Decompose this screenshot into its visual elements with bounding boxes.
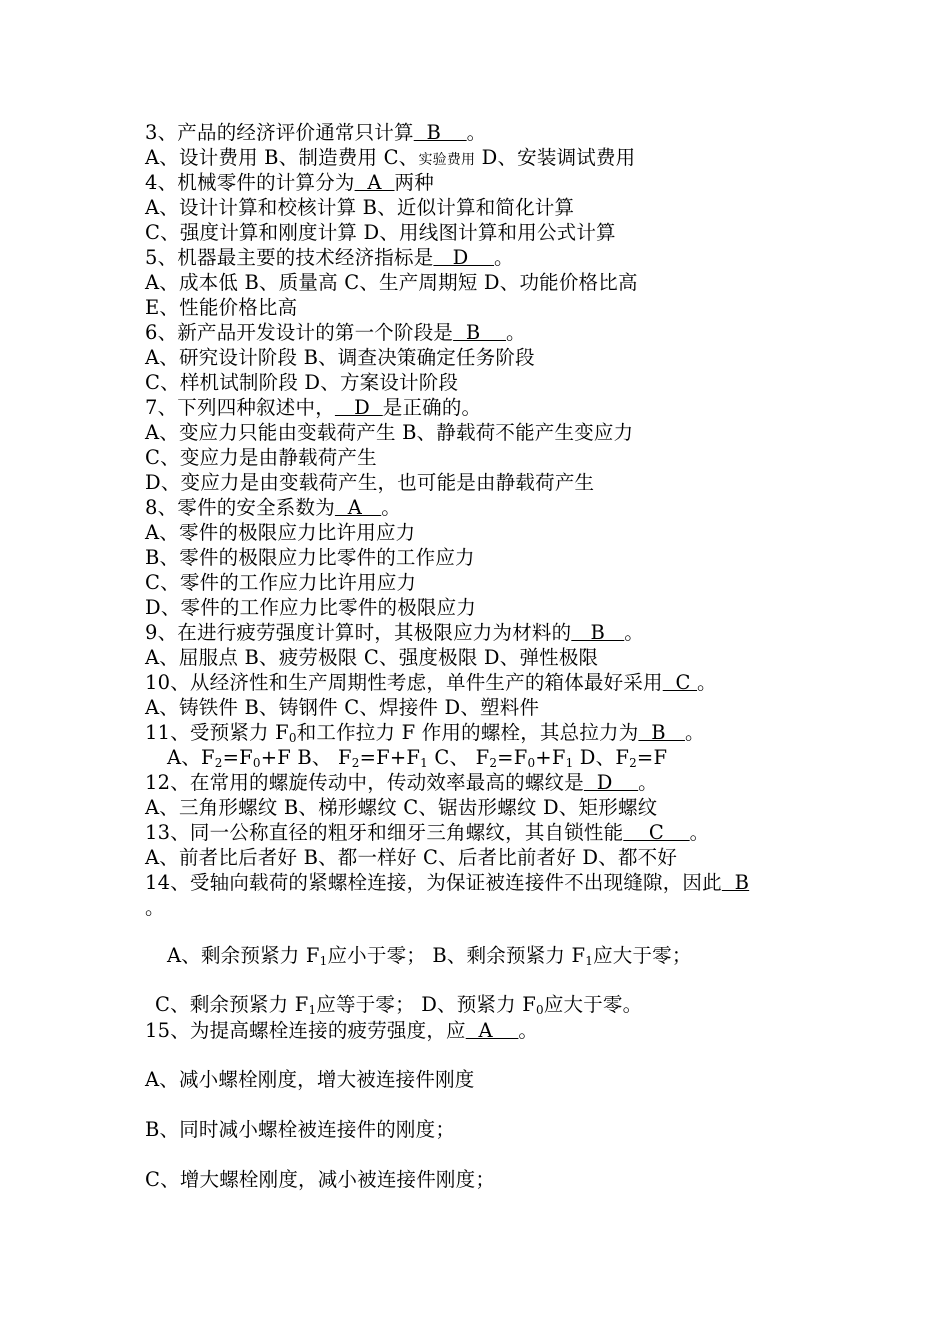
text-segment: 3、产品的经济评价通常只计算 (145, 121, 414, 144)
text-line-q7b (145, 445, 377, 470)
subscript: 2 (629, 756, 637, 770)
text-line-q10 (145, 670, 717, 695)
text-segment: C、零件的工作应力比许用应力 (145, 571, 417, 594)
text-line-q5a (145, 270, 638, 295)
text-line-q14e (145, 895, 165, 920)
text-segment: A、变应力只能由变载荷产生 B、静载荷不能产生变应力 (145, 421, 634, 444)
text-segment: 15、为提高螺栓连接的疲劳强度，应 (145, 1019, 466, 1042)
text-segment: 13、同一公称直径的粗牙和细牙三角螺纹，其自锁性能 (145, 821, 624, 844)
text-segment: A、屈服点 B、疲劳极限 C、强度极限 D、弹性极限 (145, 646, 599, 669)
text-segment: 。 (697, 671, 717, 694)
text-line-q4a (145, 195, 574, 220)
text-line-q11 (145, 720, 705, 745)
text-segment: 12、在常用的螺旋传动中，传动效率最高的螺纹是 (145, 771, 584, 794)
text-segment: 4、机械零件的计算分为 (145, 171, 355, 194)
text-line-q9 (145, 620, 644, 645)
text-line-q13a (145, 845, 677, 870)
text-segment: E、性能价格比高 (145, 296, 298, 319)
text-segment: C、强度计算和刚度计算 D、用线图计算和用公式计算 (145, 221, 616, 244)
text-segment: 。 (506, 321, 526, 344)
text-segment: A、设计计算和校核计算 B、近似计算和简化计算 (145, 196, 575, 219)
subscript: 0 (252, 756, 261, 770)
answer-blank: C (623, 821, 690, 844)
answer-blank: B (413, 121, 467, 144)
text-segment: C、样机试制阶段 D、方案设计阶段 (145, 371, 459, 394)
answer-blank: B (571, 621, 625, 644)
text-segment: 11、受预紧力 F (145, 721, 289, 744)
text-line-q15c (145, 1167, 495, 1192)
text-segment: 应大于零。 (543, 993, 643, 1016)
text-line-q7a (145, 420, 633, 445)
text-segment: A、铸铁件 B、铸钢件 C、焊接件 D、塑料件 (145, 696, 540, 719)
subscript: 2 (489, 756, 498, 770)
text-segment: D、F (573, 746, 630, 769)
text-segment: +F (535, 746, 566, 769)
text-segment: 10、从经济性和生产周期性考虑，单件生产的箱体最好采用 (145, 671, 663, 694)
text-segment: 9、在进行疲劳强度计算时，其极限应力为材料的 (145, 621, 572, 644)
text-line-q7c (145, 470, 594, 495)
text-line-q8 (145, 495, 401, 520)
text-segment: C、变应力是由静载荷产生 (145, 446, 377, 469)
subscript: 0 (527, 756, 536, 770)
small-text: 实验费用 (418, 152, 476, 168)
answer-blank: D (433, 246, 495, 269)
text-line-q6b (145, 370, 458, 395)
text-segment: 。 (494, 246, 514, 269)
answer-blank: D (583, 771, 639, 794)
text-line-q8a (145, 520, 415, 545)
subscript: 0 (535, 1003, 544, 1017)
text-segment: 是正确的。 (382, 396, 482, 419)
text-segment: =F (222, 746, 253, 769)
text-segment: 应大于零； (593, 944, 692, 967)
text-segment: 。 (466, 121, 487, 144)
text-line-q13 (145, 820, 709, 845)
answer-blank: B (638, 721, 685, 744)
text-segment: A、剩余预紧力 F (167, 944, 320, 967)
text-segment: 。 (689, 821, 710, 844)
text-line-q8b (145, 545, 475, 570)
text-segment: A、设计费用 B、制造费用 C、 (145, 146, 419, 169)
text-line-q5 (145, 245, 514, 270)
text-line-q8d (145, 595, 476, 620)
text-segment: A、零件的极限应力比许用应力 (145, 521, 416, 544)
text-line-q15 (145, 1018, 538, 1043)
subscript: 1 (308, 1003, 317, 1017)
text-segment: 应小于零； B、剩余预紧力 F (327, 944, 586, 967)
text-segment: 6、新产品开发设计的第一个阶段是 (145, 321, 454, 344)
text-segment: A、F (167, 746, 215, 769)
text-segment: 。 (381, 496, 401, 519)
text-segment: 。 (518, 1019, 539, 1042)
text-segment: D、安装调试费用 (475, 146, 636, 169)
text-segment: C、 F (427, 746, 490, 769)
text-segment: B、同时减小螺栓被连接件的刚度； (145, 1118, 456, 1141)
text-segment: 7、下列四种叙述中， (145, 396, 335, 419)
text-segment: B、零件的极限应力比零件的工作应力 (145, 546, 475, 569)
text-line-q9a (145, 645, 598, 670)
text-line-q11a (167, 745, 667, 770)
text-segment: A、三角形螺纹 B、梯形螺纹 C、锯齿形螺纹 D、矩形螺纹 (145, 796, 658, 819)
text-line-q12 (145, 770, 658, 795)
text-line-q14a (167, 943, 692, 968)
text-line-q6 (145, 320, 526, 345)
answer-blank: D (334, 396, 383, 419)
text-segment: 14、受轴向载荷的紧螺栓连接，为保证被连接件不出现缝隙，因此 (145, 871, 722, 894)
text-line-q15a (145, 1067, 474, 1092)
text-segment: 8、零件的安全系数为 (145, 496, 335, 519)
text-line-q4 (145, 170, 434, 195)
text-line-q8c (145, 570, 416, 595)
subscript: 1 (420, 756, 428, 770)
text-segment: 和工作拉力 F 作用的螺栓，其总拉力为 (296, 721, 639, 744)
text-segment: +F B、 F (260, 746, 352, 769)
text-segment: A、前者比后者好 B、都一样好 C、后者比前者好 D、都不好 (145, 846, 678, 869)
text-segment: C、剩余预紧力 F (155, 993, 309, 1016)
subscript: 2 (214, 756, 223, 770)
text-segment: D、变应力是由变载荷产生，也可能是由静载荷产生 (145, 471, 595, 494)
text-segment: C、增大螺栓刚度，减小被连接件刚度； (145, 1168, 496, 1191)
text-line-q15b (145, 1117, 455, 1142)
text-line-q5b (145, 295, 297, 320)
text-segment: 应等于零； D、预紧力 F (316, 993, 536, 1016)
text-segment: A、成本低 B、质量高 C、生产周期短 D、功能价格比高 (145, 271, 638, 294)
text-segment: A、研究设计阶段 B、调查决策确定任务阶段 (145, 346, 535, 369)
subscript: 1 (585, 954, 594, 968)
text-line-q3 (145, 120, 486, 145)
text-segment: 两种 (394, 171, 434, 194)
subscript: 0 (288, 731, 297, 745)
text-segment: A、减小螺栓刚度，增大被连接件刚度 (145, 1068, 475, 1091)
text-line-q6a (145, 345, 535, 370)
answer-blank: A (465, 1019, 519, 1042)
subscript: 1 (319, 954, 328, 968)
text-segment: =F (636, 746, 668, 769)
text-line-q10a (145, 695, 539, 720)
subscript: 1 (565, 756, 574, 770)
text-segment: =F (497, 746, 528, 769)
answer-blank: B (721, 871, 750, 894)
text-line-q14 (145, 870, 749, 895)
text-line-q7 (145, 395, 481, 420)
text-line-q4b (145, 220, 616, 245)
text-segment: 。 (638, 771, 658, 794)
answer-blank: A (354, 171, 395, 194)
text-segment: 。 (684, 721, 705, 744)
text-segment: 。 (145, 896, 165, 919)
answer-blank: B (453, 321, 507, 344)
text-segment: 5、机器最主要的技术经济指标是 (145, 246, 434, 269)
text-line-q3o (145, 145, 635, 173)
text-line-q14b (155, 992, 642, 1017)
text-segment: 。 (624, 621, 644, 644)
answer-blank: A (334, 496, 382, 519)
text-line-q12a (145, 795, 657, 820)
text-segment: D、零件的工作应力比零件的极限应力 (145, 596, 477, 619)
answer-blank: C (662, 671, 698, 694)
subscript: 2 (351, 756, 360, 770)
text-segment: =F+F (359, 746, 421, 769)
